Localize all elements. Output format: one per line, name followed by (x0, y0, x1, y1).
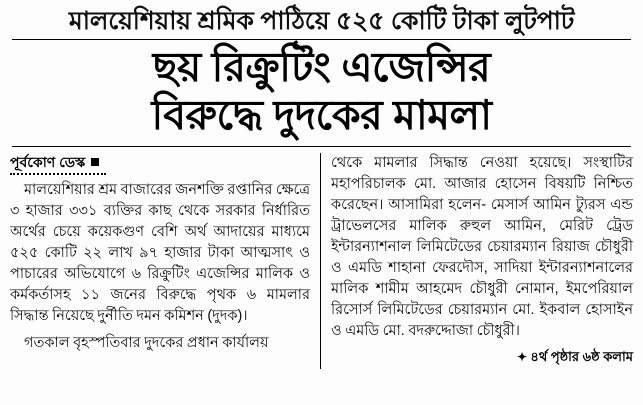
byline-label: পূর্বকোণ ডেস্ক (10, 154, 86, 170)
article-body (10, 153, 633, 369)
headline-line-2: বিরুদ্ধে দুদকের মামলা (151, 92, 492, 138)
paragraph: থেকে মামলার সিদ্ধান্ত নেওয়া হয়েছে। সংস্থাটির মহাপরিচালক মো. আজার হোসেন বিষয়টি নিশ্চিত করেছেন। আসামিরা হলেন- মেসার্স আমিন ট্যুরস এন্ড ট্রাভেলসের মালিক রুহুল আমিন, মেরিট ট্রেড ইন্টারন্যাশনাল লিমিটেডের চেয়ারম্যান রিয়াজ চৌধুরী ও এমডি শাহানা ফেরদৌস, সাদিয়া ইন্টারন্যাশনালের মালিক শামীম আহমেদ চৌধুরী নোমান, ইমপেরিয়াল রিসোর্স লিমিটেডের চেয়ারম্যান মো. ইকবাল হোসাইন ও এমডি মো. বদরুদ্দোজা চৌধুরী। (331, 155, 633, 339)
jump-line (331, 348, 633, 369)
arrow-icon: ✦ (517, 350, 531, 364)
divider-top (12, 39, 631, 40)
square-marker-icon (91, 158, 99, 166)
column-right (321, 153, 633, 369)
column-left (10, 153, 320, 369)
headline-kicker: মালয়েশিয়ায় শ্রমিক পাঠিয়ে ৫২৫ কোটি টাকা লুটপাট (68, 7, 575, 35)
byline-dotted-rule (10, 173, 106, 175)
paragraph: গতকাল বৃহস্পতিবার দুদকের প্রধান কার্যালয় (24, 335, 269, 351)
paragraph: মালয়েশিয়ার শ্রম বাজারের জনশক্তি রপ্তানির ক্ষেত্রে ৩ হাজার ৩৩১ ব্যক্তির কাছ থেকে সরকার নির্ধারিত অর্থের চেয়ে কয়েকগুণ বেশি অর্থ আদায়ের মাধ্যমে ৫২৫ কোটি ২২ লাখ ৯৭ হাজার টাকা আত্মসাৎ ও পাচারের অভিযোগে ৬ রিক্রুটিং এজেন্সির মালিক ও কর্মকর্তাসহ ১১ জনের বিরুদ্ধে পৃথক ৬ মামলার সিদ্ধান্ত নিয়েছে দুর্নীতি দমন কমিশন (দুদক)। (10, 182, 310, 324)
headline-line-1: ছয় রিক্রুটিং এজেন্সির (152, 44, 491, 90)
divider-under-headline (12, 146, 631, 147)
byline (10, 153, 310, 171)
jump-line-label: ৪র্থ পৃষ্ঠার ৬ষ্ঠ কলাম (530, 349, 633, 364)
